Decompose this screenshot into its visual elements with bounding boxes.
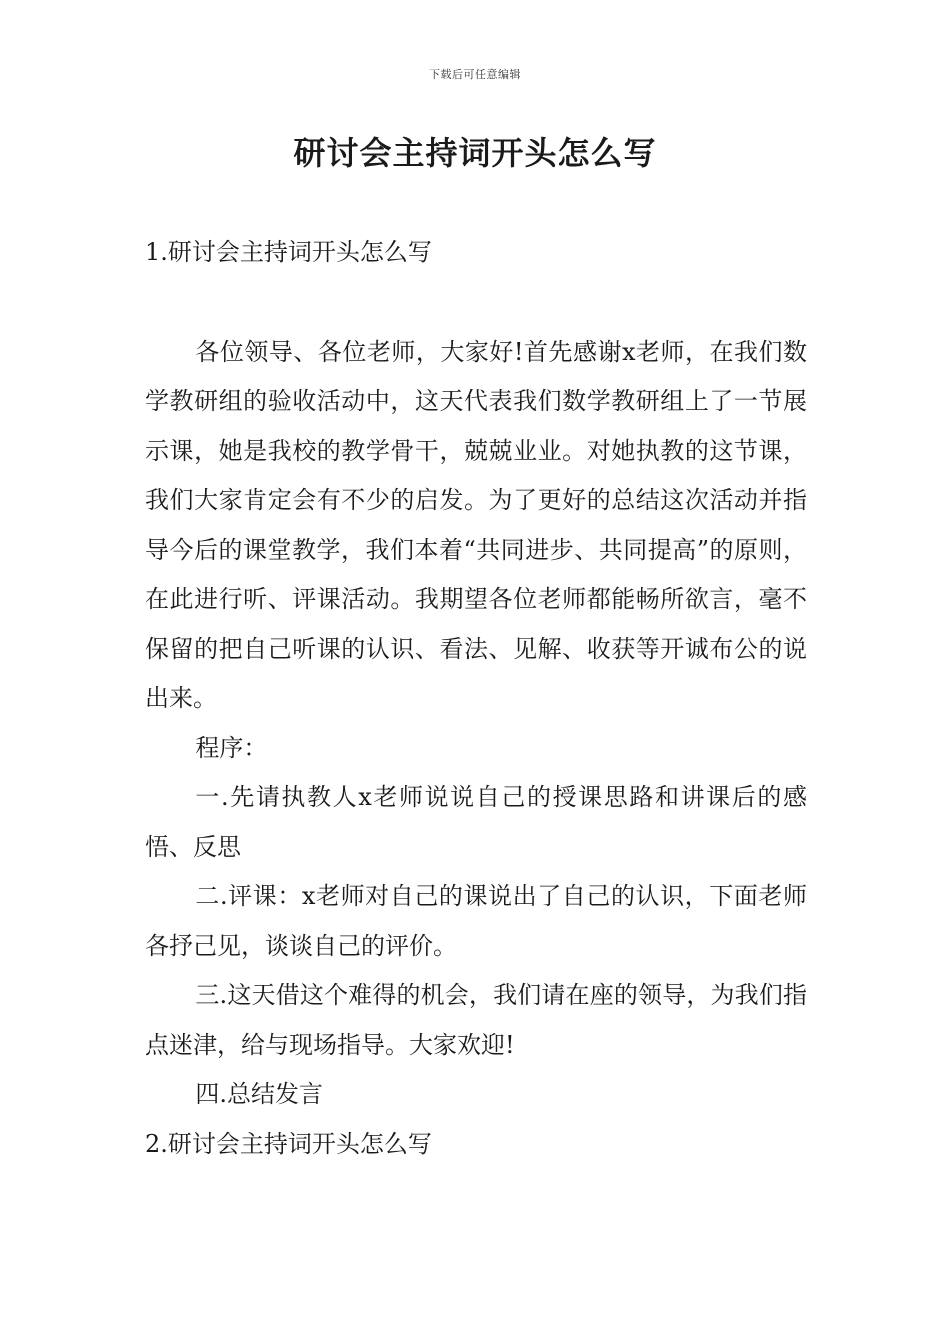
paragraph-step-2: 二.评课：x老师对自己的课说出了自己的认识，下面老师各抒己见，谈谈自己的评价。 [145, 882, 807, 960]
paragraph-step-4: 四.总结发言 [195, 1080, 324, 1108]
section-heading-1: 1.研讨会主持词开头怎么写 [145, 238, 432, 266]
section-heading-2: 2.研讨会主持词开头怎么写 [145, 1129, 432, 1158]
document-body [145, 228, 807, 1169]
paragraph-procedure-label: 程序： [195, 733, 268, 762]
paragraph-intro: 各位领导、各位老师，大家好!首先感谢x老师，在我们数学教研组的验收活动中，这天代表我们数学教研组上了一节展示课，她是我校的教学骨干，兢兢业业。对她执教的这节课，我们大家肯定会有不少的启发。为了更好的总结这次活动并指导今后的课堂教学，我们本着“共同进步、共同提高”的原则，在此进行听、评课活动。我期望各位老师都能畅所欲言，毫不保留的把自己听课的认识、看法、见解、收获等开诚布公的说出来。 [145, 337, 807, 712]
paragraph-step-3: 三.这天借这个难得的机会，我们请在座的领导，为我们指点迷津，给与现场指导。大家欢迎! [145, 981, 807, 1059]
document-title: 研讨会主持词开头怎么写 [293, 134, 657, 172]
header-note: 下载后可任意编辑 [429, 68, 521, 81]
paragraph-step-1: 一.先请执教人x老师说说自己的授课思路和讲课后的感悟、反思 [145, 783, 807, 861]
